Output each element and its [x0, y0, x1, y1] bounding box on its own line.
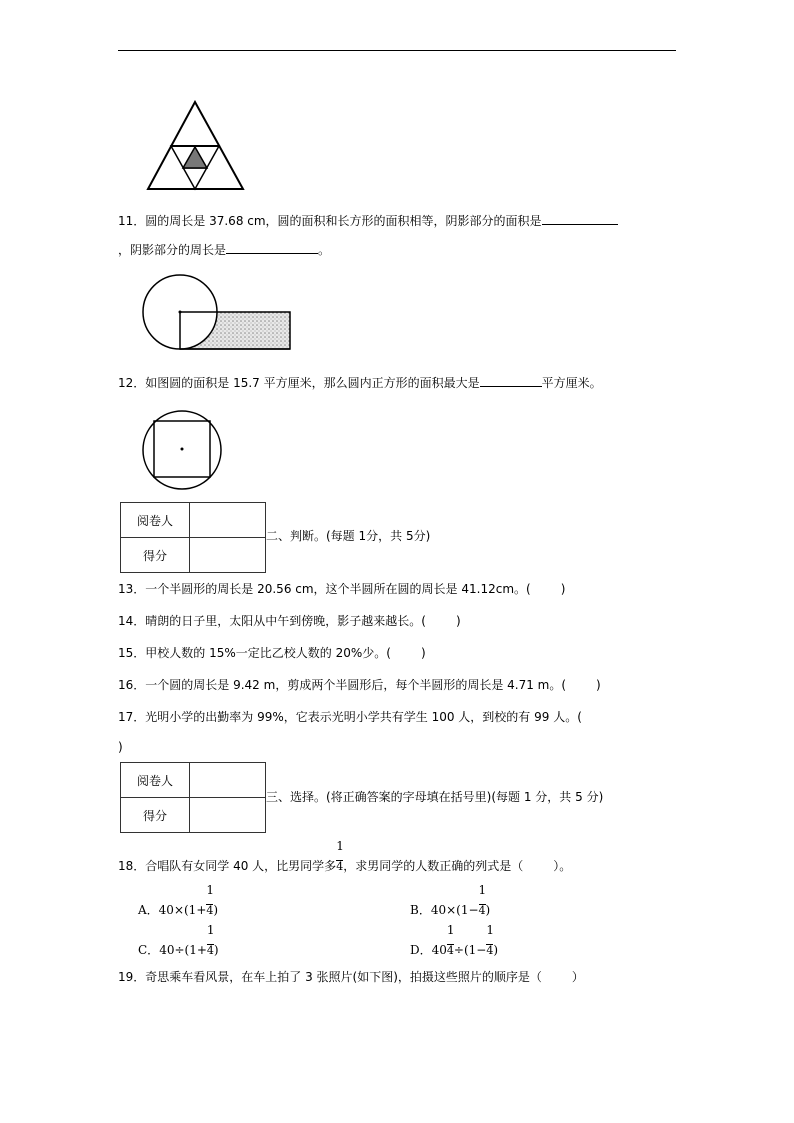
option-expr: ÷(1−	[453, 943, 487, 957]
punctuation: 。	[318, 243, 331, 257]
question-number: 13．	[118, 582, 146, 596]
question-11	[118, 212, 618, 229]
question-18	[118, 839, 572, 874]
score-label: 得分	[121, 798, 190, 833]
numerator: 1	[336, 839, 344, 853]
option-expr: 40×(1+	[158, 903, 207, 917]
circle-rectangle-figure	[140, 272, 295, 356]
square-in-circle-figure	[140, 408, 224, 492]
option-c[interactable]	[138, 923, 219, 958]
question-number: 14．	[118, 614, 146, 628]
question-14	[118, 613, 461, 629]
section-3-title: 三、选择。(将正确答案的字母填在括号里)(每题 1 分，共 5 分)	[266, 790, 604, 804]
question-19	[118, 969, 584, 985]
question-text: 甲校人数的 15%一定比乙校人数的 20%少。(	[145, 646, 391, 660]
question-text: 合唱队有女同学 40 人，比男同学多	[145, 859, 337, 873]
question-text: 一个半圆形的周长是 20.56 cm，这个半圆所在圆的周长是 41.12cm。(	[145, 582, 531, 596]
option-b[interactable]	[410, 883, 491, 918]
close-paren: )	[560, 582, 566, 596]
question-16	[118, 677, 601, 693]
question-number: 18．	[118, 859, 146, 873]
unit-text: 平方厘米。	[541, 376, 602, 390]
option-expr: 40	[431, 943, 447, 957]
question-17	[118, 709, 582, 725]
question-number: 11．	[118, 214, 146, 228]
option-label: B．	[410, 903, 431, 917]
reviewer-cell[interactable]	[190, 503, 266, 538]
close-paren[interactable]: )	[118, 740, 123, 754]
question-text: 如图圆的面积是 15.7 平方厘米，那么圆内正方形的面积最大是	[145, 376, 480, 390]
answer-blank-square-area[interactable]	[480, 374, 542, 387]
numerator: 1	[206, 923, 215, 937]
question-text: ，阴影部分的周长是	[118, 243, 227, 257]
denominator: 4	[206, 904, 214, 917]
option-label: A．	[138, 903, 159, 917]
denominator: 4	[336, 860, 344, 873]
question-text: 光明小学的出勤率为 99%，它表示光明小学共有学生 100 人，到校的有 99 人。(	[145, 710, 582, 724]
option-expr: 40×(1−	[430, 903, 479, 917]
close-paren: )	[596, 678, 601, 692]
question-text: 晴朗的日子里，太阳从中午到傍晚，影子越来越长。(	[145, 614, 426, 628]
option-expr: )	[485, 903, 491, 917]
score-table-section3	[120, 762, 266, 833]
question-text: 奇思乘车看风景，在车上拍了 3 张照片(如下图)，拍摄这些照片的顺序是（	[145, 970, 542, 984]
fraction	[486, 923, 494, 958]
reviewer-label: 阅卷人	[121, 763, 190, 798]
denominator: 4	[206, 944, 214, 957]
score-cell[interactable]	[190, 538, 266, 573]
answer-blank-perimeter[interactable]	[226, 241, 318, 254]
question-number: 19．	[118, 970, 146, 984]
numerator: 1	[206, 883, 215, 897]
close-paren: ）。	[553, 859, 572, 873]
score-table-section2	[120, 502, 266, 573]
option-expr: 40÷(1+	[159, 943, 207, 957]
numerator: 1	[478, 883, 487, 897]
answer-blank-area[interactable]	[542, 212, 618, 225]
question-11-line2	[118, 241, 330, 258]
question-17-close	[118, 739, 123, 755]
score-label: 得分	[121, 538, 190, 573]
question-number: 12．	[118, 376, 146, 390]
question-text: ，求男同学的人数正确的列式是（	[343, 859, 524, 873]
fraction	[206, 883, 215, 918]
question-12	[118, 374, 602, 391]
denominator: 4	[486, 944, 494, 957]
option-d[interactable]	[410, 923, 499, 958]
denominator: 4	[478, 904, 486, 917]
fraction	[446, 923, 455, 958]
option-expr: )	[213, 903, 219, 917]
score-cell[interactable]	[190, 798, 266, 833]
option-label: D．	[410, 943, 432, 957]
option-expr: )	[493, 943, 499, 957]
section-2-title: 二、判断。(每题 1分，共 5分)	[266, 529, 431, 543]
triangle-figure	[140, 100, 250, 192]
numerator: 1	[446, 923, 455, 937]
reviewer-cell[interactable]	[190, 763, 266, 798]
question-text: 一个圆的周长是 9.42 m，剪成两个半圆形后，每个半圆形的周长是 4.71 m。(	[145, 678, 567, 692]
close-paren: ）	[571, 970, 584, 984]
option-expr: )	[213, 943, 219, 957]
question-number: 15．	[118, 646, 146, 660]
question-15	[118, 645, 426, 661]
header-rule	[118, 50, 676, 51]
fraction	[206, 923, 215, 958]
close-paren: )	[420, 646, 426, 660]
reviewer-label: 阅卷人	[121, 503, 190, 538]
question-text: 圆的周长是 37.68 cm，圆的面积和长方形的面积相等，阴影部分的面积是	[145, 214, 542, 228]
option-a[interactable]	[138, 883, 219, 918]
question-13	[118, 581, 565, 597]
question-number: 17．	[118, 710, 146, 724]
numerator: 1	[486, 923, 494, 937]
fraction	[336, 839, 344, 874]
option-label: C．	[138, 943, 160, 957]
question-number: 16．	[118, 678, 146, 692]
denominator: 4	[446, 944, 454, 957]
close-paren: )	[455, 614, 461, 628]
fraction	[478, 883, 487, 918]
